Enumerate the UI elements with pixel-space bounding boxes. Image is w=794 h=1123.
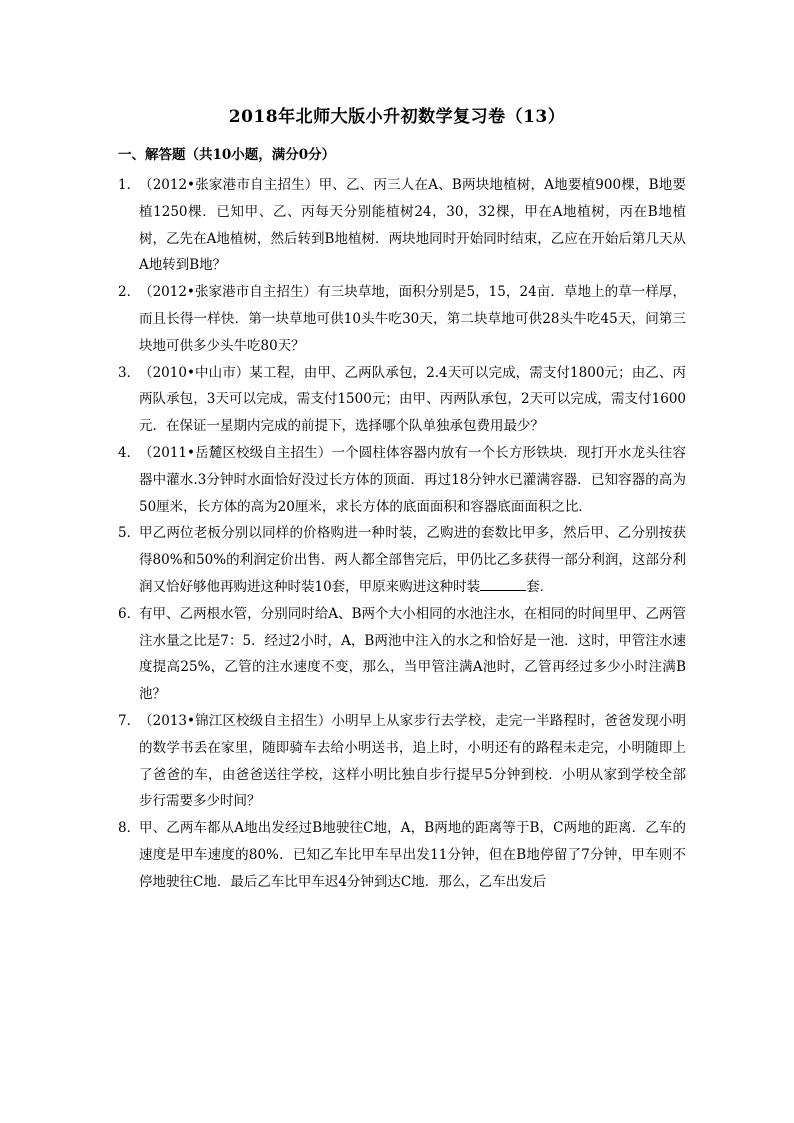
document-title: 2018年北师大版小升初数学复习卷（13） [228,107,566,127]
question-1 [118,172,686,279]
question-8 [118,815,686,895]
question-number: 5． [118,525,141,542]
question-text: 有甲、乙两根水管，分别同时给A、B两个大小相同的水池注水，在相同的时间里甲、乙两管注水量之比是7：5．经过2小时，A，B两池中注入的水之和恰好是一池．这时，甲管注水速度提高25%，乙管的注水速度不变，那么，当甲管注满A池时，乙管再经过多少小时注满B池？ [139,605,686,703]
question-4 [118,440,686,520]
question-7 [118,708,686,815]
question-5 [118,520,686,600]
answer-blank[interactable] [480,576,526,591]
question-number: 6． [118,605,141,622]
question-2 [118,279,686,359]
question-number: 1． [118,177,141,193]
question-text: （2012•张家港市自主招生）甲、乙、丙三人在A、B两块地植树，A地要植900棵，B地要植1250棵．已知甲、乙、丙每天分别能植树24，30，32棵，甲在A地植树，丙在B地植树，乙先在A地植树，然后转到B地植树．两块地同时开始同时结束，乙应在开始后第几天从A地转到B地？ [139,177,686,274]
question-text: （2010•中山市）某工程，由甲、乙两队承包，2.4天可以完成，需支付1800元；由乙、丙两队承包，3天可以完成，需支付1500元；由甲、丙两队承包，2天可以完成，需支付1600元．在保证一星期内完成的前提下，选择哪个队单独承包费用最少？ [139,364,686,435]
question-list [118,172,686,896]
question-text: 甲、乙两车都从A地出发经过B地驶往C地，A，B两地的距离等于B，C两地的距离．乙车的速度是甲车速度的80%．已知乙车比甲车早出发11分钟，但在B地停留了7分钟，甲车则不停地驶往C地．最后乙车比甲车迟4分钟到达C地．那么，乙车出发后 [139,820,686,890]
question-6 [118,601,686,708]
question-3 [118,360,686,440]
question-text: （2011•岳麓区校级自主招生）一个圆柱体容器内放有一个长方形铁块．现打开水龙头往容器中灌水.3分钟时水面恰好没过长方体的顶面．再过18分钟水已灌满容器．已知容器的高为50厘米，长方体的高为20厘米，求长方体的底面面积和容器底面面积之比． [139,444,686,515]
question-text: 甲乙两位老板分别以同样的价格购进一种时装，乙购进的套数比甲多，然后甲、乙分别按获得80%和50%的利润定价出售．两人都全部售完后，甲仍比乙多获得一部分利润，这部分利润又恰好够他再购进这种时装10套，甲原来购进这种时装 [139,525,686,595]
question-text: （2013•锦江区校级自主招生）小明早上从家步行去学校，走完一半路程时，爸爸发现小明的数学书丢在家里，随即骑车去给小明送书，追上时，小明还有的路程未走完，小明随即上了爸爸的车，由爸爸送往学校，这样小明比独自步行提早5分钟到校．小明从家到学校全部步行需要多少时间？ [139,712,686,810]
question-number: 4． [118,444,141,461]
section-heading: 一、解答题（共10小题，满分0分） [118,147,336,163]
question-number: 2． [118,284,141,301]
question-text-tail: 套． [526,578,554,595]
question-number: 8． [118,820,141,837]
question-number: 3． [118,364,141,381]
question-text: （2012•张家港市自主招生）有三块草地，面积分别是5，15，24亩．草地上的草一样厚，而且长得一样快．第一块草地可供10头牛吃30天，第二块草地可供28头牛吃45天，问第三块地可供多少头牛吃80天？ [139,284,686,354]
question-number: 7． [118,712,141,729]
